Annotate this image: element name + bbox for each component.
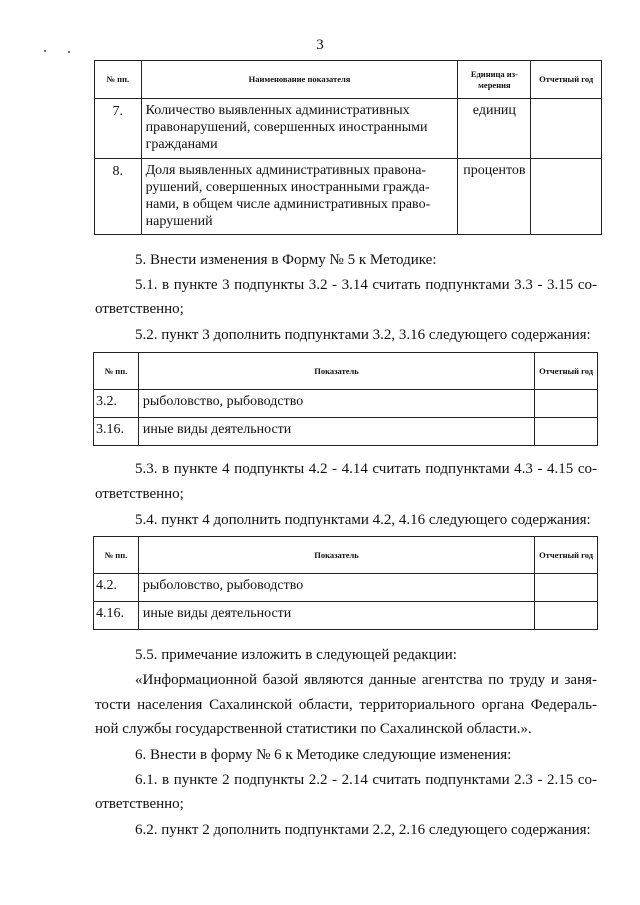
row-year [531,159,602,235]
page-number: 3 [316,37,324,53]
col-header-year: Отчетный год [535,353,598,390]
paragraph-6: 6. Внести в форму № 6 к Методике следующие изменения: [135,747,512,763]
row-unit: единиц [458,99,531,159]
paragraph-6-1: 6.1. в пункте 2 подпункты 2.2 - 2.14 считать подпунктами 2.3 - 2.15 со- [135,772,597,788]
row-num: 4.2. [94,574,139,602]
scan-speck [68,51,70,53]
scan-speck [44,50,46,52]
quote-line-2: тости населения Сахалинской области, территориального органа Федераль- [95,697,597,713]
table-row [94,602,598,630]
row-year [535,390,598,418]
indicators-table-form5-p3 [93,352,598,446]
row-name: рыболовство, рыбоводство [138,574,534,602]
indicators-table [94,60,602,235]
row-name: Количество выявленных административных правонарушений, совершенных иностранными гражданами [141,99,458,159]
paragraph-6-2: 6.2. пункт 2 дополнить подпунктами 2.2, 2.16 следующего содержания: [135,822,591,838]
paragraph-5-5: 5.5. примечание изложить в следующей редакции: [135,647,457,663]
quote-line-3: ной службы государственной статистики по Сахалинской области.». [95,721,532,737]
row-name: Доля выявленных административных правона-рушений, совершенных иностранными гражда-нами, в общем числе административных право-нарушений [141,159,458,235]
row-year [535,602,598,630]
row-name: иные виды деятельности [138,418,534,446]
col-header-num: № пп. [94,353,139,390]
row-year [535,574,598,602]
col-header-name: Показатель [138,353,534,390]
col-header-name: Наименование показателя [141,61,458,99]
row-num: 8. [95,159,142,235]
col-header-year: Отчетный год [531,61,602,99]
row-num: 4.16. [94,602,139,630]
row-num: 3.16. [94,418,139,446]
table-row [95,99,602,159]
table-row [95,159,602,235]
table-row [94,390,598,418]
row-year [531,99,602,159]
paragraph-5-4: 5.4. пункт 4 дополнить подпунктами 4.2, 4.16 следующего содержания: [135,512,591,528]
paragraph-5-3-cont: ответственно; [95,486,184,502]
col-header-num: № пп. [95,61,142,99]
row-name: иные виды деятельности [138,602,534,630]
row-num: 7. [95,99,142,159]
indicators-table-form5-p4 [93,536,598,630]
col-header-year: Отчетный год [535,537,598,574]
row-name: рыболовство, рыбоводство [138,390,534,418]
paragraph-5-1: 5.1. в пункте 3 подпункты 3.2 - 3.14 считать подпунктами 3.3 - 3.15 со- [135,277,597,293]
col-header-unit: Единица из-мерения [458,61,531,99]
table-row [94,574,598,602]
row-year [535,418,598,446]
col-header-name: Показатель [138,537,534,574]
paragraph-5-1-cont: ответственно; [95,301,184,317]
paragraph-5-3: 5.3. в пункте 4 подпункты 4.2 - 4.14 считать подпунктами 4.3 - 4.15 со- [135,461,597,477]
row-num: 3.2. [94,390,139,418]
paragraph-5-2: 5.2. пункт 3 дополнить подпунктами 3.2, 3.16 следующего содержания: [135,327,591,343]
paragraph-6-1-cont: ответственно; [95,796,184,812]
row-unit: процентов [458,159,531,235]
table-row [94,418,598,446]
col-header-num: № пп. [94,537,139,574]
quote-line-1: «Информационной базой являются данные агентства по труду и заня- [135,672,597,688]
paragraph-5: 5. Внести изменения в Форму № 5 к Методике: [135,252,437,268]
